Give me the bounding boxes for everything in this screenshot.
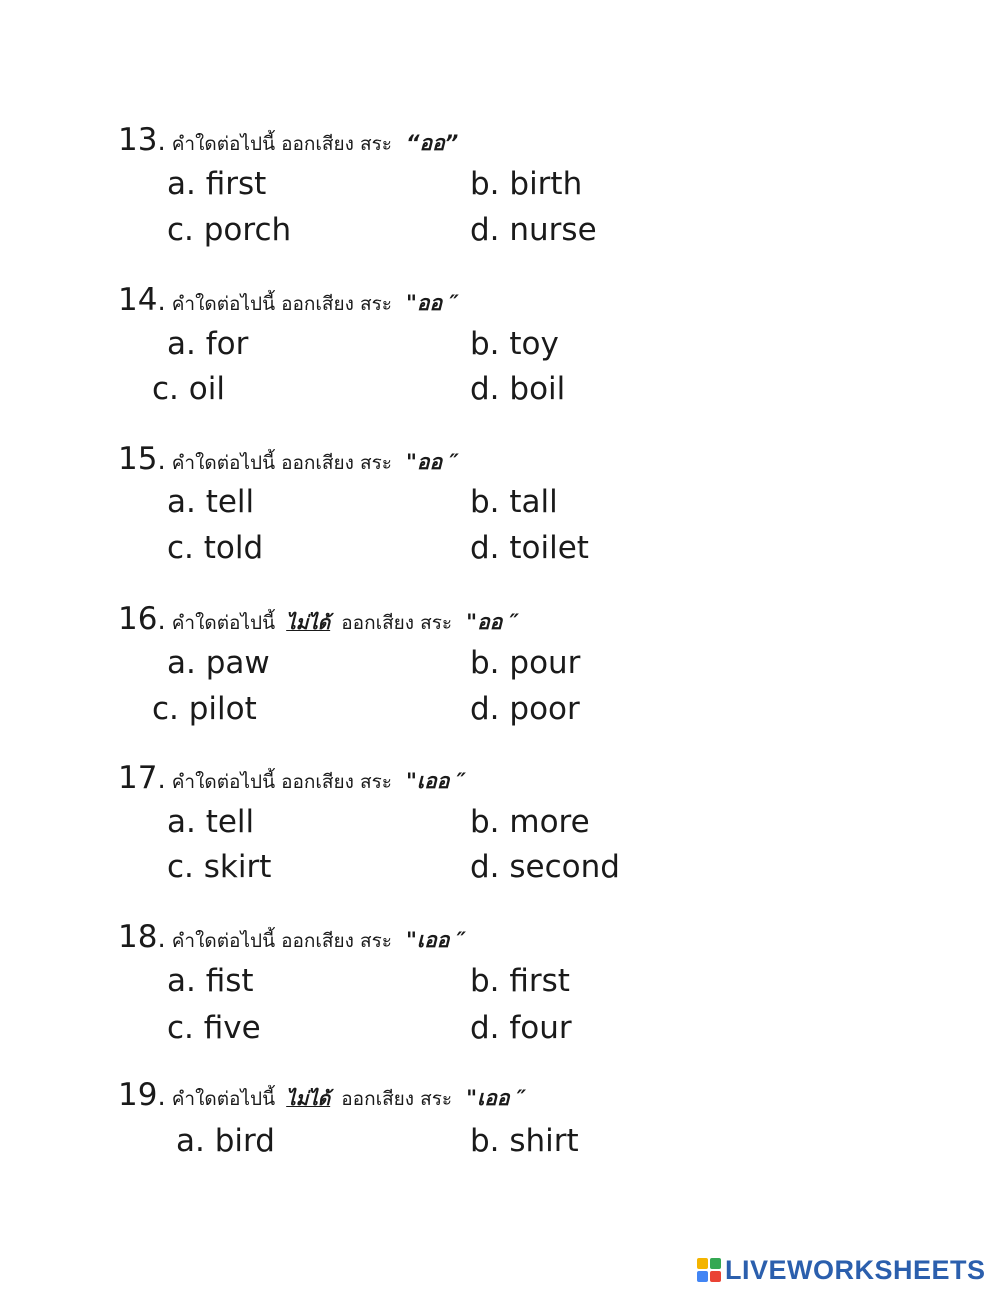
question-text-after: ออกเสียง สระ — [341, 1088, 453, 1110]
option-c[interactable]: c. told — [167, 530, 264, 566]
option-c[interactable]: c. oil — [152, 371, 225, 407]
option-d[interactable]: d. second — [470, 849, 620, 885]
option-a[interactable]: a. for — [167, 326, 249, 362]
logo-tile — [710, 1258, 721, 1269]
question-text: คำใดต่อไปนี้ ออกเสียง สระ — [171, 771, 392, 793]
question-text: คำใดต่อไปนี้ ออกเสียง สระ — [171, 452, 392, 474]
option-c[interactable]: c. porch — [167, 212, 292, 248]
option-d[interactable]: d. nurse — [470, 212, 597, 248]
question-text: คำใดต่อไปนี้ ออกเสียง สระ — [171, 930, 392, 952]
question-number: 15 — [118, 441, 158, 477]
question-dot: . — [157, 924, 166, 954]
question-text: คำใดต่อไปนี้ — [171, 1088, 276, 1110]
option-a[interactable]: a. paw — [167, 645, 270, 681]
logo-tile — [710, 1271, 721, 1282]
logo-tile — [697, 1271, 708, 1282]
option-c[interactable]: c. pilot — [152, 691, 257, 727]
option-a[interactable]: a. first — [167, 166, 267, 202]
question-negation: ไม่ได้ — [286, 1088, 331, 1110]
question-text: คำใดต่อไปนี้ ออกเสียง สระ — [171, 133, 392, 155]
question-number: 16 — [118, 601, 158, 637]
option-b[interactable]: b. pour — [470, 645, 581, 681]
question-number: 18 — [118, 919, 158, 955]
question-header — [118, 760, 466, 798]
vowel-sound: “ออ” — [405, 131, 459, 155]
question-dot: . — [157, 127, 166, 157]
liveworksheets-logo — [697, 1255, 986, 1285]
logo-mark-icon — [697, 1258, 721, 1282]
vowel-sound: "เออ ″ — [405, 928, 467, 952]
question-dot: . — [157, 446, 166, 476]
option-d[interactable]: d. toilet — [470, 530, 589, 566]
question-text: คำใดต่อไปนี้ ออกเสียง สระ — [171, 293, 392, 315]
vowel-sound: "ออ ″ — [405, 450, 459, 474]
question-header — [118, 122, 458, 160]
question-number: 19 — [118, 1077, 158, 1113]
question-header — [118, 601, 519, 639]
question-header — [118, 919, 466, 957]
question-number: 14 — [118, 282, 158, 318]
question-dot: . — [157, 606, 166, 636]
option-b[interactable]: b. birth — [470, 166, 583, 202]
option-a[interactable]: a. tell — [167, 484, 255, 520]
logo-text: LIVEWORKSHEETS — [725, 1254, 986, 1285]
option-b[interactable]: b. more — [470, 804, 590, 840]
logo-tile — [697, 1258, 708, 1269]
option-b[interactable]: b. first — [470, 963, 570, 999]
question-number: 17 — [118, 760, 158, 796]
question-dot: . — [157, 287, 166, 317]
option-d[interactable]: d. poor — [470, 691, 580, 727]
question-number: 13 — [118, 122, 158, 158]
question-dot: . — [157, 765, 166, 795]
option-d[interactable]: d. boil — [470, 371, 566, 407]
question-text: คำใดต่อไปนี้ — [171, 612, 276, 634]
option-a[interactable]: a. tell — [167, 804, 255, 840]
question-header — [118, 441, 459, 479]
question-header — [118, 282, 459, 320]
option-c[interactable]: c. five — [167, 1010, 261, 1046]
option-b[interactable]: b. tall — [470, 484, 558, 520]
vowel-sound: "ออ ″ — [405, 291, 459, 315]
option-c[interactable]: c. skirt — [167, 849, 272, 885]
vowel-sound: "เออ ″ — [466, 1086, 527, 1110]
vowel-sound: "เออ ″ — [405, 769, 467, 793]
question-text-after: ออกเสียง สระ — [341, 612, 453, 634]
vowel-sound: "ออ ″ — [466, 610, 519, 634]
question-negation: ไม่ได้ — [286, 612, 331, 634]
option-a[interactable]: a. bird — [176, 1123, 275, 1159]
option-a[interactable]: a. fist — [167, 963, 254, 999]
option-d[interactable]: d. four — [470, 1010, 572, 1046]
question-header — [118, 1077, 526, 1115]
option-b[interactable]: b. shirt — [470, 1123, 579, 1159]
question-dot: . — [157, 1082, 166, 1112]
option-b[interactable]: b. toy — [470, 326, 559, 362]
